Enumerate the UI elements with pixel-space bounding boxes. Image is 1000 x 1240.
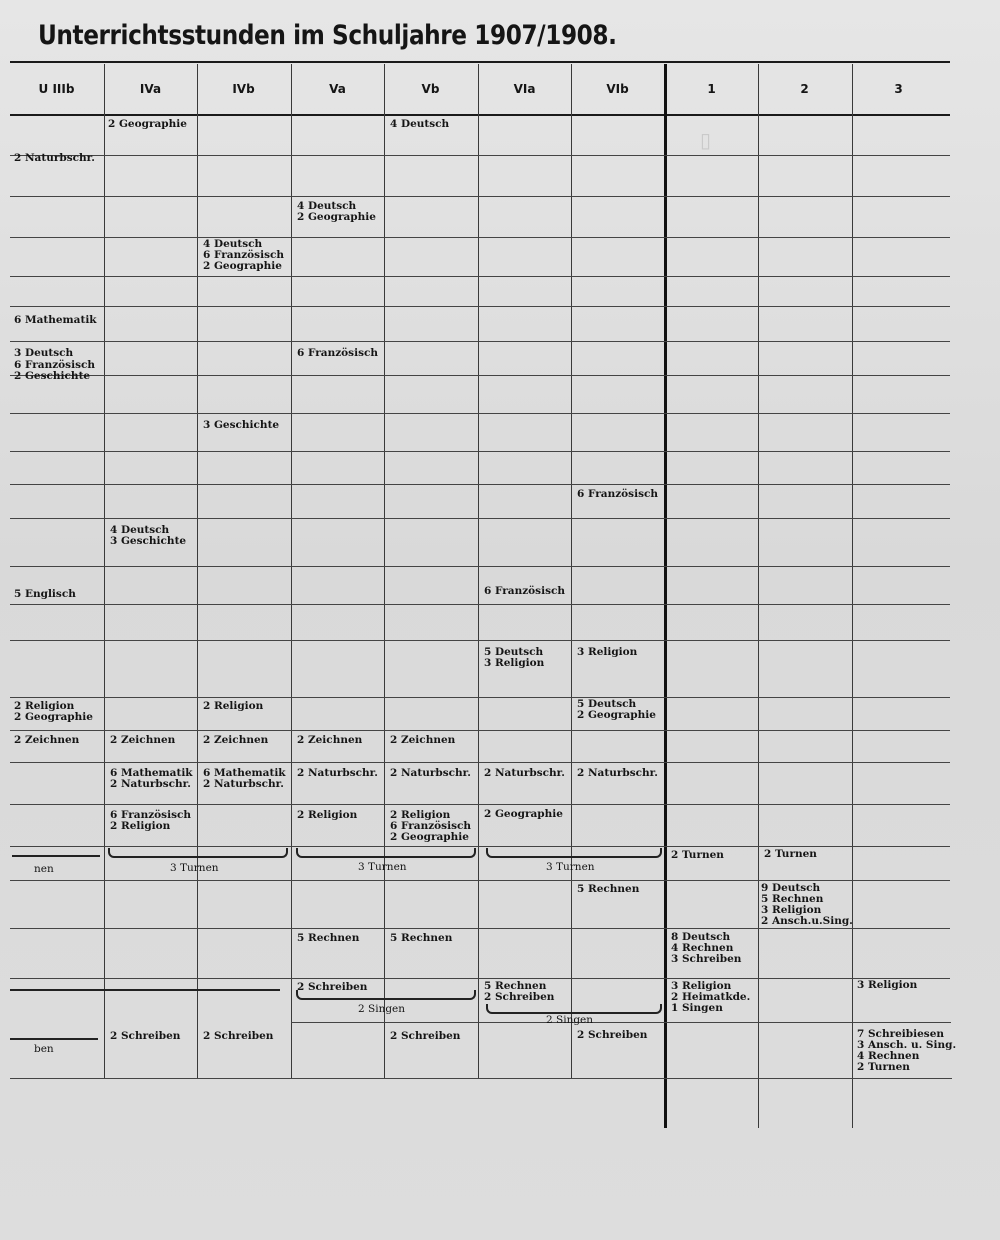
cell-iva-schreiben: 2 Schreiben (110, 1030, 181, 1042)
cell-via-deutsch: 5 Deutsch (484, 646, 544, 658)
cell-uiiib-religion: 2 Religion (14, 700, 75, 712)
group-brace-tip (12, 850, 100, 857)
cell-uiiib-geschichte: 2 Geschichte (14, 370, 91, 382)
cell-iva-geschichte: 3 Geschichte (110, 535, 187, 547)
grid-hline (10, 413, 950, 414)
cell-uiiib-mathematik: 6 Mathematik (14, 314, 97, 326)
column-header-2: 2 (800, 82, 809, 96)
cell-1-heimatkde: 2 Heimatkde. (671, 991, 751, 1003)
grid-hline (10, 846, 950, 847)
grid-hline (10, 880, 950, 881)
cell-ivb-geschichte: 3 Geschichte (203, 419, 280, 431)
column-header-via: VIa (513, 82, 536, 96)
column-header-vb: Vb (421, 82, 440, 96)
cell-uiiib-franzoesisch: 6 Französisch (14, 359, 96, 371)
grid-hline (10, 306, 950, 307)
cell-va-naturbschr: 2 Naturbschr. (297, 767, 378, 779)
cell-1-singen: 1 Singen (671, 1002, 723, 1014)
grid-hline (10, 566, 950, 567)
grid-vline (571, 64, 572, 1079)
cell-va-religion: 2 Religion (297, 809, 358, 821)
bleed-through-text: ▯ (700, 128, 712, 152)
cell-3-rechnen: 4 Rechnen (857, 1050, 920, 1062)
grid-vline (478, 64, 479, 1079)
cell-uiiib-englisch: 5 Englisch (14, 588, 76, 600)
cell-1-rechnen: 4 Rechnen (671, 942, 734, 954)
cell-turnen-group-b: 3 Turnen (358, 861, 407, 873)
cell-via-religion: 3 Religion (484, 657, 545, 669)
cell-vib-naturbschr: 2 Naturbschr. (577, 767, 658, 779)
grid-hline (10, 640, 950, 641)
cell-ivb-naturbschr: 2 Naturbschr. (203, 778, 284, 790)
cell-uiiib-geographie: 2 Geographie (14, 711, 93, 723)
cell-via-franzoesisch: 6 Französisch (484, 585, 566, 597)
cell-2-ansch-sing: 2 Ansch.u.Sing. (761, 915, 853, 927)
grid-vline (852, 64, 853, 1128)
grid-hline (10, 341, 950, 342)
cell-2-turnen: 2 Turnen (764, 848, 817, 860)
cell-2-religion: 3 Religion (761, 904, 822, 916)
grid-hline (10, 1078, 952, 1079)
cell-va-geographie: 2 Geographie (297, 211, 376, 223)
cell-3-religion: 3 Religion (857, 979, 918, 991)
grid-hline (10, 155, 950, 156)
cell-vb-zeichnen: 2 Zeichnen (390, 734, 456, 746)
cell-vb-geographie: 2 Geographie (390, 831, 469, 843)
cell-turnen-group-c: 3 Turnen (546, 861, 595, 873)
grid-hline (10, 196, 950, 197)
cell-3-turnen: 2 Turnen (857, 1061, 910, 1073)
top-rule (10, 61, 950, 63)
cell-iva-franzoesisch: 6 Französisch (110, 809, 192, 821)
grid-hline (10, 237, 950, 238)
cell-3-schreiblesen: 7 Schreibiesen (857, 1028, 945, 1040)
cell-vb-schreiben: 2 Schreiben (390, 1030, 461, 1042)
cell-uiiib-nen: nen (34, 863, 54, 875)
cell-iva-naturbschr: 2 Naturbschr. (110, 778, 191, 790)
column-header-vib: VIb (606, 82, 629, 96)
grid-vline (384, 64, 385, 1079)
cell-ivb-schreiben: 2 Schreiben (203, 1030, 274, 1042)
cell-1-turnen: 2 Turnen (671, 849, 724, 861)
cell-vib-deutsch: 5 Deutsch (577, 698, 637, 710)
column-header-iva: IVa (139, 82, 162, 96)
grid-hline (10, 276, 950, 277)
grid-vline (758, 64, 759, 1128)
cell-vb-franzoesisch: 6 Französisch (390, 820, 472, 832)
cell-vib-geographie: 2 Geographie (577, 709, 656, 721)
group-brace-turnen (486, 848, 662, 858)
cell-via-geographie: 2 Geographie (484, 808, 563, 820)
cell-3-ansch-sing: 3 Ansch. u. Sing. (857, 1039, 957, 1051)
header-rule (10, 114, 950, 116)
grid-hline (291, 1022, 951, 1023)
grid-vline-divider (664, 64, 667, 1128)
cell-ivb-mathematik: 6 Mathematik (203, 767, 286, 779)
column-header-ivb: IVb (232, 82, 255, 96)
cell-va-deutsch: 4 Deutsch (297, 200, 357, 212)
page-title: Unterrichtsstunden im Schuljahre 1907/1908. (38, 20, 617, 51)
grid-hline (10, 375, 950, 376)
grid-hline (10, 730, 950, 731)
grid-vline (291, 64, 292, 1079)
grid-hline (10, 451, 950, 452)
cell-uiiib-naturbschr: 2 Naturbschr. (14, 152, 95, 164)
cell-ivb-deutsch: 4 Deutsch (203, 238, 263, 250)
cell-vib-franzoesisch: 6 Französisch (577, 488, 659, 500)
cell-iva-geographie: 2 Geographie (108, 118, 187, 130)
cell-uiiib-ben: ben (34, 1043, 54, 1055)
group-brace-turnen (296, 848, 476, 858)
cell-iva-zeichnen: 2 Zeichnen (110, 734, 176, 746)
cell-vib-rechnen: 5 Rechnen (577, 883, 640, 895)
cell-iva-mathematik: 6 Mathematik (110, 767, 193, 779)
cell-iva-deutsch: 4 Deutsch (110, 524, 170, 536)
grid-hline (10, 928, 950, 929)
grid-hline (10, 978, 950, 979)
cell-2-rechnen: 5 Rechnen (761, 893, 824, 905)
cell-vib-religion: 3 Religion (577, 646, 638, 658)
grid-hline (10, 518, 950, 519)
cell-via-rechnen: 5 Rechnen (484, 980, 547, 992)
cell-vib-schreiben: 2 Schreiben (577, 1029, 648, 1041)
cell-vb-naturbschr: 2 Naturbschr. (390, 767, 471, 779)
cell-iva-religion: 2 Religion (110, 820, 171, 832)
group-brace-singen (486, 1004, 662, 1014)
grid-hline (10, 697, 950, 698)
cell-turnen-group-a: 3 Turnen (170, 862, 219, 874)
column-header-1: 1 (707, 82, 716, 96)
cell-va-schreiben: 2 Schreiben (297, 981, 368, 993)
cell-2-deutsch: 9 Deutsch (761, 882, 821, 894)
grid-hline (10, 804, 950, 805)
cell-ivb-zeichnen: 2 Zeichnen (203, 734, 269, 746)
grid-vline (197, 64, 198, 1079)
cell-vb-religion: 2 Religion (390, 809, 451, 821)
cell-va-zeichnen: 2 Zeichnen (297, 734, 363, 746)
column-header-va: Va (329, 82, 346, 96)
cell-ivb-religion: 2 Religion (203, 700, 264, 712)
cell-va-rechnen: 5 Rechnen (297, 932, 360, 944)
cell-ivb-geographie: 2 Geographie (203, 260, 282, 272)
cell-1-religion: 3 Religion (671, 980, 732, 992)
grid-hline-partial (10, 989, 280, 991)
cell-ivb-franzoesisch: 6 Französisch (203, 249, 285, 261)
grid-vline (104, 64, 105, 1079)
cell-uiiib-deutsch: 3 Deutsch (14, 347, 74, 359)
cell-singen-group-a: 2 Singen (358, 1003, 406, 1015)
column-header-3: 3 (894, 82, 903, 96)
cell-vb-rechnen: 5 Rechnen (390, 932, 453, 944)
cell-uiiib-zeichnen: 2 Zeichnen (14, 734, 80, 746)
cell-1-schreiben: 3 Schreiben (671, 953, 742, 965)
grid-hline (10, 484, 950, 485)
cell-1-deutsch: 8 Deutsch (671, 931, 731, 943)
cell-via-schreiben: 2 Schreiben (484, 991, 555, 1003)
cell-vb-deutsch: 4 Deutsch (390, 118, 450, 130)
cell-singen-group-b: 2 Singen (546, 1014, 594, 1026)
group-brace-turnen (108, 848, 288, 858)
cell-via-naturbschr: 2 Naturbschr. (484, 767, 565, 779)
grid-hline-partial (10, 1038, 98, 1040)
grid-hline (10, 762, 950, 763)
column-header-uiiib: U IIIb (38, 82, 75, 96)
cell-va-franzoesisch: 6 Französisch (297, 347, 379, 359)
grid-hline (10, 604, 950, 605)
